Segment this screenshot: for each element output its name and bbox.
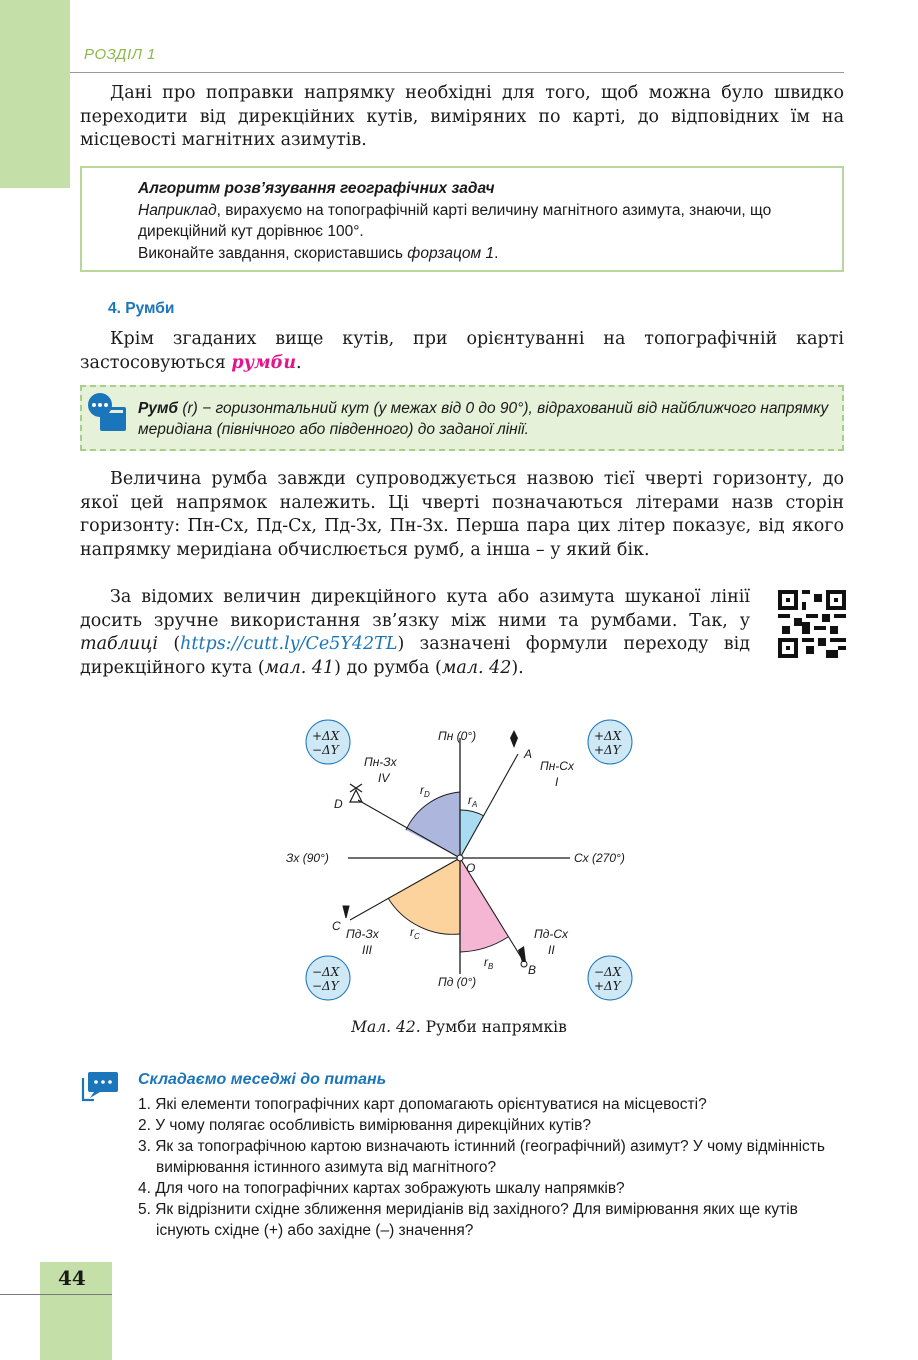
conifer-icon [343, 906, 349, 918]
header-rule [70, 72, 844, 73]
tree-icon [510, 730, 518, 748]
definition-book-icon [86, 393, 130, 433]
figure-ref-41: мал. 41 [264, 657, 335, 678]
badge-se [588, 956, 632, 1000]
chapter-tab-decoration [0, 0, 70, 188]
algorithm-box [80, 166, 844, 272]
svg-text:+ΔY: +ΔY [594, 743, 621, 757]
point-A: A [524, 747, 533, 761]
point-C: C [332, 919, 341, 933]
question-item: 2. У чому полягає особливість вимірювання дирекційних кутів? [138, 1117, 592, 1134]
svg-text:+ΔX: +ΔX [312, 729, 340, 743]
rhumbs-end: . [296, 352, 302, 373]
task-text: Виконайте завдання, скориставшись [138, 244, 408, 262]
footer-rule [0, 1294, 112, 1295]
svg-text:−ΔY: −ΔY [312, 743, 339, 757]
label-west: Зх (90°) [286, 851, 329, 865]
quadrant-sw-roman: III [362, 943, 373, 957]
center-point [457, 855, 463, 861]
svg-text:−ΔX: −ΔX [594, 965, 622, 979]
formula-text-4: ). [511, 657, 524, 678]
algorithm-title: Алгоритм розв’язування географічних задач [138, 180, 495, 197]
rhumbs-term: румби [231, 352, 297, 373]
example-text: , вирахуємо на топографічній карті величину магнітного азимута, знаючи, що дирекційний кут дорівнює 100°. [138, 201, 772, 240]
quadrant-ne-name: Пн-Сх [540, 759, 574, 773]
question-item: 4. Для чого на топографічних картах зображують шкалу напрямків? [138, 1180, 625, 1197]
quarters-paragraph: Величина румба завжди супроводжується назвою тієї чверті горизонту, до якої цей напрямок належить. Ці чверті позначаються літерами назв сторін горизонту: Пн-Сх, Пд-Сх, Пд-Зх, Пн-Зх. Перша пара цих літер показує, від якого напрямку меридіана обчислюється румб, а інша – у який бік. [80, 469, 844, 560]
question-item: 1. Які елементи топографічних карт допомагають орієнтуватися на місцевості? [138, 1096, 707, 1113]
qr-code-icon[interactable] [778, 590, 846, 658]
svg-text:−ΔX: −ΔX [312, 965, 340, 979]
task-reference: форзацом 1 [407, 244, 495, 262]
badge-ne [588, 720, 632, 764]
angle-rD: $r_D$ [420, 783, 430, 799]
formula-paragraph [80, 586, 750, 680]
question-item: 3. Як за топографічною картою визначають істинний (географічний) азимут? У чому відмінність вимірювання істинного азимута від магнітного? [138, 1138, 825, 1176]
questions-list [138, 1094, 848, 1241]
windmill-icon [350, 784, 362, 802]
sector-rC [388, 858, 460, 934]
rhumb-diagram [270, 712, 650, 1012]
label-center: O [466, 861, 476, 875]
label-south: Пд (0°) [438, 975, 477, 989]
question-item: 5. Як відрізнити східне зближення меридіанів від західного? Для вимірювання яких ще кутів існують східне (+) або західне (–) значення? [138, 1201, 798, 1239]
intro-paragraph: Дані про поправки напрямку необхідні для того, щоб можна було швидко переходити від дирекційних кутів, виміряних по карті, до відповідних їм на місцевості магнітних азимутів. [80, 83, 844, 151]
quadrant-ne-roman: I [555, 775, 559, 789]
page-number: 44 [58, 1266, 86, 1290]
figure-ref-42: мал. 42 [441, 657, 512, 678]
formula-text-1: За відомих величин дирекційного кута або азимута шуканої лінії досить зручне використання зв’язку між ними та румбами. Так, у [80, 587, 750, 631]
angle-rA: $r_A$ [468, 793, 478, 809]
definition-text: (r) − горизонтальний кут (у межах від 0 до 90°), відрахований від найближчого напрямку меридіана (північного або південного) до заданої лінії. [138, 400, 829, 438]
quadrant-nw-roman: IV [378, 771, 390, 785]
section-label: РОЗДІЛ 1 [84, 46, 156, 63]
caption-label: Мал. 42. [351, 1018, 421, 1036]
caption-text: Румби напрямків [420, 1018, 567, 1036]
angle-rC: $r_C$ [410, 925, 420, 941]
quadrant-se-name: Пд-Сх [534, 927, 568, 941]
quadrant-se-roman: II [548, 943, 555, 957]
questions-title: Складаємо меседжі до питань [138, 1071, 387, 1088]
svg-text:+ΔX: +ΔX [594, 729, 622, 743]
figure-caption [0, 1018, 918, 1036]
badge-nw [306, 720, 350, 764]
algorithm-task [138, 243, 828, 265]
quadrant-sw-name: Пд-Зх [346, 927, 379, 941]
svg-text:+ΔY: +ΔY [594, 979, 621, 993]
formula-paren: ( [157, 634, 181, 655]
svg-text:−ΔY: −ΔY [312, 979, 339, 993]
definition-box [80, 385, 844, 451]
table-word: таблиці [80, 634, 158, 655]
table-link[interactable]: https://cutt.ly/Ce5Y42TL [180, 634, 398, 655]
formula-text-2: ) зазначені формули переходу від дирекційного кута ( [80, 634, 751, 678]
message-icon [80, 1070, 120, 1106]
example-word: Наприклад [138, 201, 217, 219]
badge-sw [306, 956, 350, 1000]
angle-rB: $r_B$ [484, 955, 494, 971]
label-east: Сх (270°) [574, 851, 625, 865]
rhumbs-paragraph [80, 328, 844, 375]
point-B: B [528, 963, 537, 977]
point-D: D [334, 797, 343, 811]
formula-text-3: ) до румба ( [334, 657, 442, 678]
rhumbs-text: Крім згаданих вище кутів, при орієнтуванні на топографічній карті застосовуються [80, 329, 844, 373]
algorithm-example [138, 200, 828, 243]
definition-term: Румб [138, 400, 179, 417]
quadrant-nw-name: Пн-Зх [364, 755, 397, 769]
sector-rD [406, 792, 460, 858]
label-north: Пн (0°) [438, 729, 477, 743]
subsection-title: 4. Румби [108, 300, 175, 317]
task-end: . [494, 244, 499, 262]
